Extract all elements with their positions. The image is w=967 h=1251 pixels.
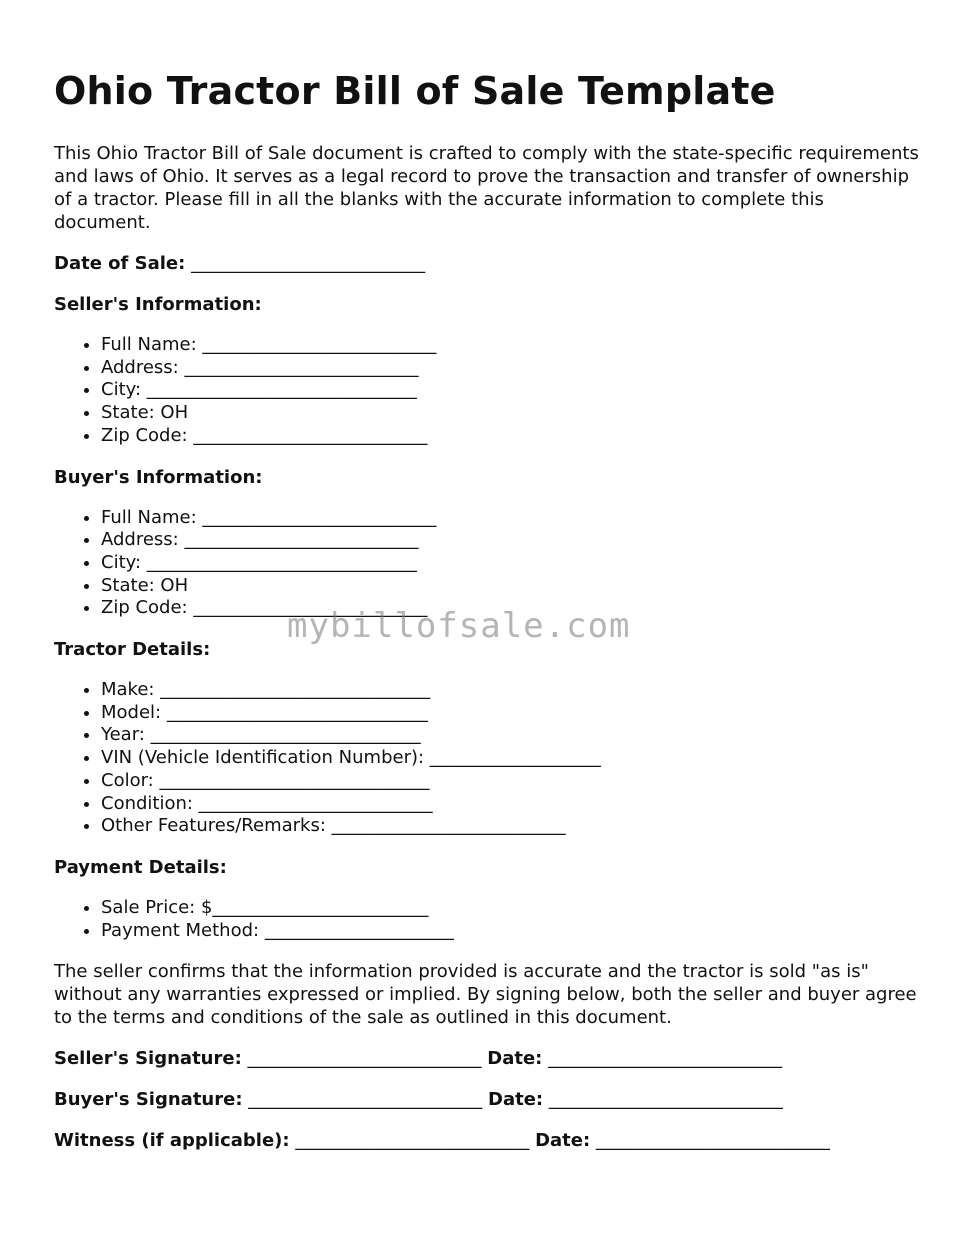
seller-heading: Seller's Information: (54, 294, 262, 315)
witness-date-blank: __________________________ (595, 1130, 830, 1152)
buyer-heading: Buyer's Information: (54, 466, 263, 488)
closing-paragraph: The seller confirms that the information provided is accurate and the tractor is sold "as is" without any warranties expressed or implied. By signing below, both the seller and buyer agree to the terms and conditions of the sale as outlined in this document. (54, 961, 917, 1029)
list-item: • Zip Code: __________________________ (101, 425, 924, 448)
buyer-date-label: Date: (488, 1089, 544, 1111)
payment-list (54, 897, 924, 942)
seller-date-blank: __________________________ (548, 1048, 783, 1070)
buyer-date-blank: __________________________ (548, 1089, 783, 1111)
list-item: • Full Name: __________________________ (101, 334, 924, 357)
witness-signature-blank: __________________________ (295, 1130, 530, 1152)
list-item: • State: OH (101, 402, 924, 425)
list-item: • Address: __________________________ (101, 529, 924, 552)
list-item: • Zip Code: __________________________ (101, 597, 924, 620)
list-item: • City: ______________________________ (101, 379, 924, 402)
list-item: • Full Name: __________________________ (101, 507, 924, 530)
buyer-signature-label: Buyer's Signature: (54, 1089, 243, 1111)
payment-heading: Payment Details: (54, 856, 227, 878)
list-item: • Year: ______________________________ (101, 724, 924, 747)
list-item: • Make: ______________________________ (101, 679, 924, 702)
tractor-heading: Tractor Details: (54, 639, 211, 661)
seller-signature-blank: __________________________ (247, 1048, 482, 1070)
witness-signature-label: Witness (if applicable): (54, 1130, 290, 1152)
seller-list (54, 334, 924, 448)
buyer-signature-row (54, 1088, 924, 1111)
date-of-sale-field (54, 252, 924, 275)
date-of-sale-label: Date of Sale: (54, 253, 186, 274)
list-item: • City: ______________________________ (101, 552, 924, 575)
seller-signature-label: Seller's Signature: (54, 1048, 242, 1070)
list-item: • Other Features/Remarks: __________________________ (101, 815, 924, 838)
buyer-signature-blank: __________________________ (248, 1089, 483, 1111)
tractor-list (54, 679, 924, 838)
list-item: • VIN (Vehicle Identification Number): ___________________ (101, 747, 924, 770)
list-item: • Condition: __________________________ (101, 793, 924, 816)
list-item: • Sale Price: $________________________ (101, 897, 924, 920)
page-title: Ohio Tractor Bill of Sale Template (54, 69, 776, 113)
watermark: mybillofsale.com (287, 606, 631, 646)
intro-paragraph: This Ohio Tractor Bill of Sale document is crafted to comply with the state-specific requirements and laws of Ohio. It serves as a legal record to prove the transaction and transfer of ownership of a tractor. Please fill in all the blanks with the accurate information to complete this document. (54, 143, 919, 233)
buyer-list (54, 507, 924, 621)
list-item: • State: OH (101, 575, 924, 598)
list-item: • Color: ______________________________ (101, 770, 924, 793)
list-item: • Payment Method: _____________________ (101, 920, 924, 943)
witness-date-label: Date: (535, 1130, 591, 1152)
seller-date-label: Date: (487, 1048, 543, 1070)
date-of-sale-blank: __________________________ (191, 253, 426, 274)
witness-signature-row (54, 1129, 924, 1152)
list-item: • Address: __________________________ (101, 357, 924, 380)
seller-signature-row (54, 1047, 924, 1070)
list-item: • Model: _____________________________ (101, 702, 924, 725)
